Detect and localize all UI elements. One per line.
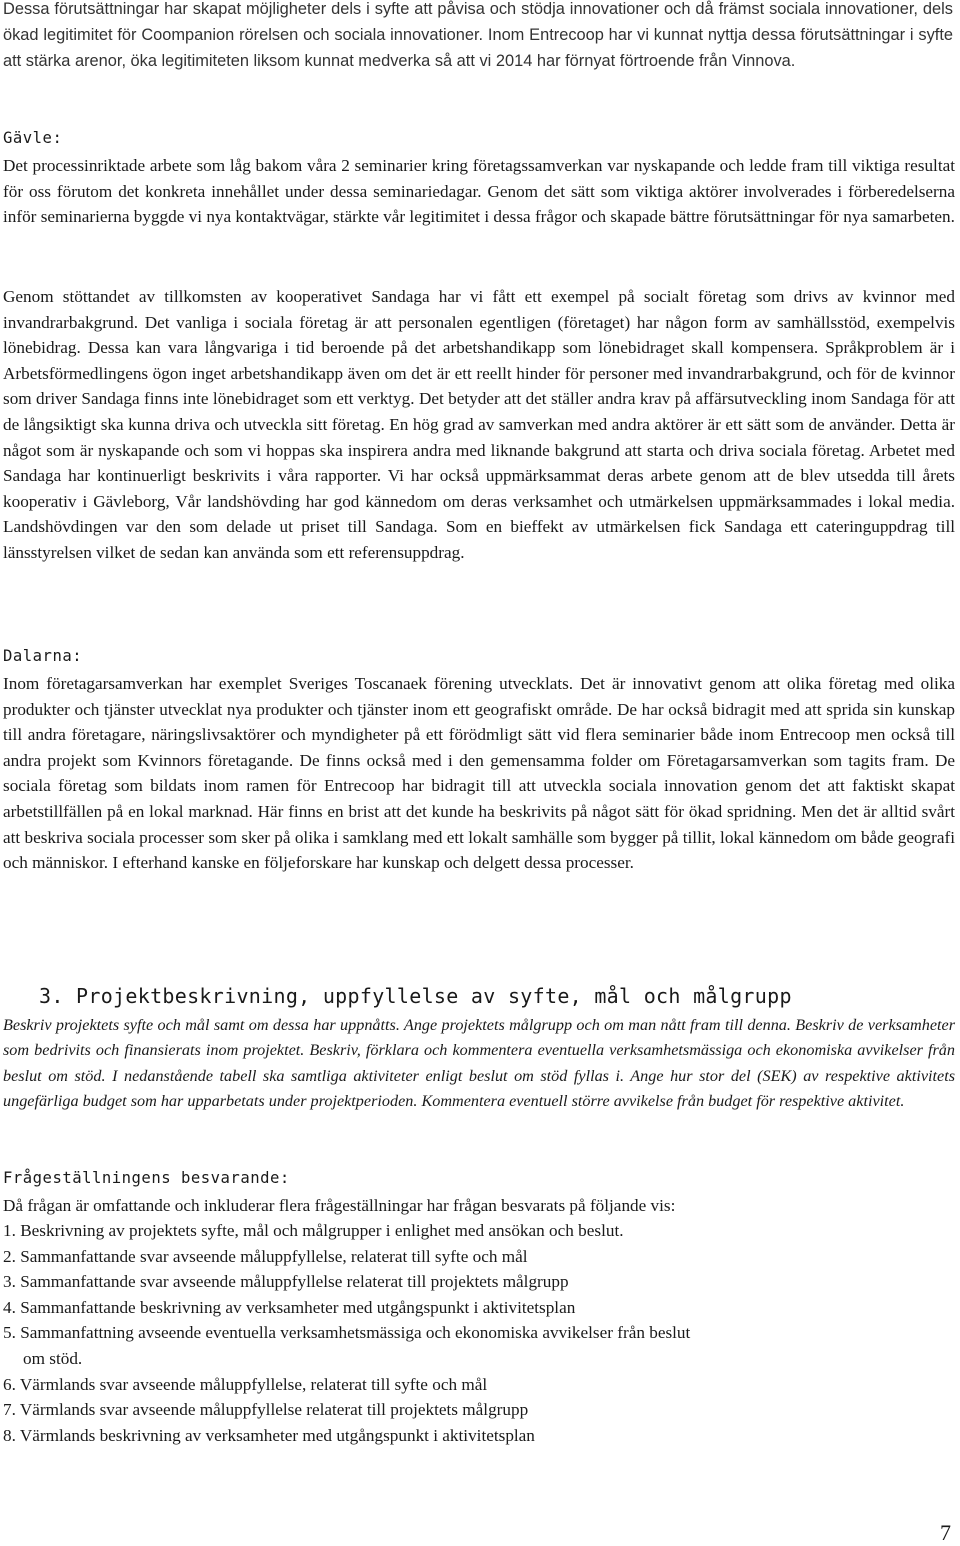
gavle-paragraph-1: Det processinriktade arbete som låg bakom våra 2 seminarier kring företagssamverkan var nyskapande och ledde fram till viktiga resultat för oss förutom det konkreta innehållet under dessa seminariedagar. Genom det sätt som viktiga aktörer involverades i förberedelserna inför seminarierna byggde vi nya kontaktvägar, stärkte vår legitimitet i dessa frågor och skapade bättre förutsättningar för nya samarbeten. xyxy=(3,156,955,227)
list-item: 7. Värmlands svar avseende måluppfyllelse relaterat till projektets målgrupp xyxy=(3,1400,529,1420)
list-item-continuation-text: om stöd. xyxy=(23,1348,83,1368)
list-item: 3. Sammanfattande svar avseende måluppfyllelse relaterat till projektets målgrupp xyxy=(3,1272,569,1292)
fragestallning-intro: Då frågan är omfattande och inkluderar flera frågeställningar har frågan besvarats på följande vis: xyxy=(3,1196,676,1215)
list-item: 6. Värmlands svar avseende måluppfyllelse, relaterat till syfte och mål xyxy=(3,1374,488,1394)
gavle-paragraph-2: Genom stöttandet av tillkomsten av kooperativet Sandaga har vi fått ett exempel på socialt företag som drivs av kvinnor med invandrarbakgrund. Det vanliga i sociala företag är att personalen egentligen (företaget) har någon form av samhällsstöd, exempelvis lönebidrag. Dessa kan vara långvariga i tid beroende på det arbetshandikapp som lönebidraget skall kompensera. Språkproblem är i Arbetsförmedlingens ögon inget arbetshandikapp även om det är ett reellt hinder för personer med invandrarbakgrund, och för de kvinnor som driver Sandaga finns inte lönebidraget som ett verktyg. Det betyder att det ställer andra krav på affärsutveckling inom Sandaga för att de långsiktigt ska kunna driva och utveckla sitt företag. En hög grad av samverkan med andra aktörer är ett sätt som de använder. Detta är något som är nyskapande och som vi hoppas ska inspirera andra med liknande bakgrund att starta och driva sociala företag. Arbetet med Sandaga har kontinuerligt beskrivits i våra rapporter. Vi har också uppmärksammat deras arbete genom att de blev utsedda till årets kooperativ i Gävleborg, Vår landshövding har god kännedom om deras verksamhet och utmärkelsen uppmärksammades i lokal media. Landshövdingen var den som delade ut priset till Sandaga. Som en bieffekt av utmärkelsen fick Sandaga ett cateringuppdrag till länsstyrelsen vilket de sedan kan använda som ett referensuppdrag. xyxy=(3,287,955,562)
list-item: 5. Sammanfattning avseende eventuella verksamhetsmässiga och ekonomiska avvikelser från beslut xyxy=(3,1323,691,1343)
section-3-instructions: Beskriv projektets syfte och mål samt om dessa har uppnåtts. Ange projektets målgrupp och om man nått fram till denna. Beskriv de verksamheter som bedrivits och finansierats inom projektet. Beskriv, förklara och kommentera eventuella verksamhetsmässiga och ekonomiska avvikelser från beslut om stöd. I nedanstående tabell ska samtliga aktiviteter enligt beslut om stöd fyllas i. Ange hur stor del (SEK) av respektive aktivitets ungefärliga budget som har upparbetats under projektperioden. Kommentera eventuell större avvikelse från budget för respektive aktivitet. xyxy=(3,1016,955,1111)
fragestallning-list xyxy=(3,1218,955,1448)
list-item-continuation xyxy=(3,1346,955,1372)
dalarna-paragraph: Inom företagarsamverkan har exemplet Sveriges Toscanaek förening utvecklats. Det är innovativt genom att olika företag med olika produkter och tjänster utvecklat nya produkter och tjänster inom ett geografiskt område. De har också bidragit med att sprida sin kunskap till andra företagare, näringslivsaktörer och myndigheter på ett förödmligt sätt vid flera seminarier både inom Entrecoop men också till andra projekt som Kvinnors företagande. De finns också med i den gemensamma folder om Företagarsamverkan som tagits fram. De sociala företag som bildats inom ramen för Entrecoop har bidragit till att utveckla sociala innovation genom det att faktiskt skapat arbetstillfällen på en lokal marknad. Här finns en brist att det kunde ha beskrivits på något sätt för ökad spridning. Men det är alltid svårt att beskriva sociala processer som sker på olika i samklang med ett lokalt samhälle som bygger på tillit, lokal kännedom om både geografi och människor. I efterhand kanske en följeforskare har kunskap och delgett dessa processer. xyxy=(3,674,955,873)
fragestallning-heading: Frågeställningens besvarande: xyxy=(3,1169,290,1187)
page-number: 7 xyxy=(940,1520,951,1545)
list-item: 4. Sammanfattande beskrivning av verksamheter med utgångspunkt i aktivitetsplan xyxy=(3,1297,576,1317)
intro-paragraph: Dessa förutsättningar har skapat möjligheter dels i syfte att påvisa och stödja innovationer och då främst sociala innovationer, dels ökad legitimitet för Coompanion rörelsen och sociala innovationer. Inom Entrecoop har vi kunnat nyttja dessa förutsättningar i syfte att stärka arenor, öka legitimiteten liksom kunnat medverka så att vi 2014 har förnyat förtroende från Vinnova. xyxy=(3,0,953,70)
list-item: 1. Beskrivning av projektets syfte, mål och målgrupper i enlighet med ansökan och beslut. xyxy=(3,1221,624,1240)
list-item: 2. Sammanfattande svar avseende måluppfyllelse, relaterat till syfte och mål xyxy=(3,1246,528,1266)
gavle-heading: Gävle: xyxy=(3,129,63,147)
dalarna-heading: Dalarna: xyxy=(3,647,83,665)
list-item: 8. Värmlands beskrivning av verksamheter med utgångspunkt i aktivitetsplan xyxy=(3,1425,535,1445)
section-3-heading: 3. Projektbeskrivning, uppfyllelse av syfte, mål och målgrupp xyxy=(39,984,792,1008)
